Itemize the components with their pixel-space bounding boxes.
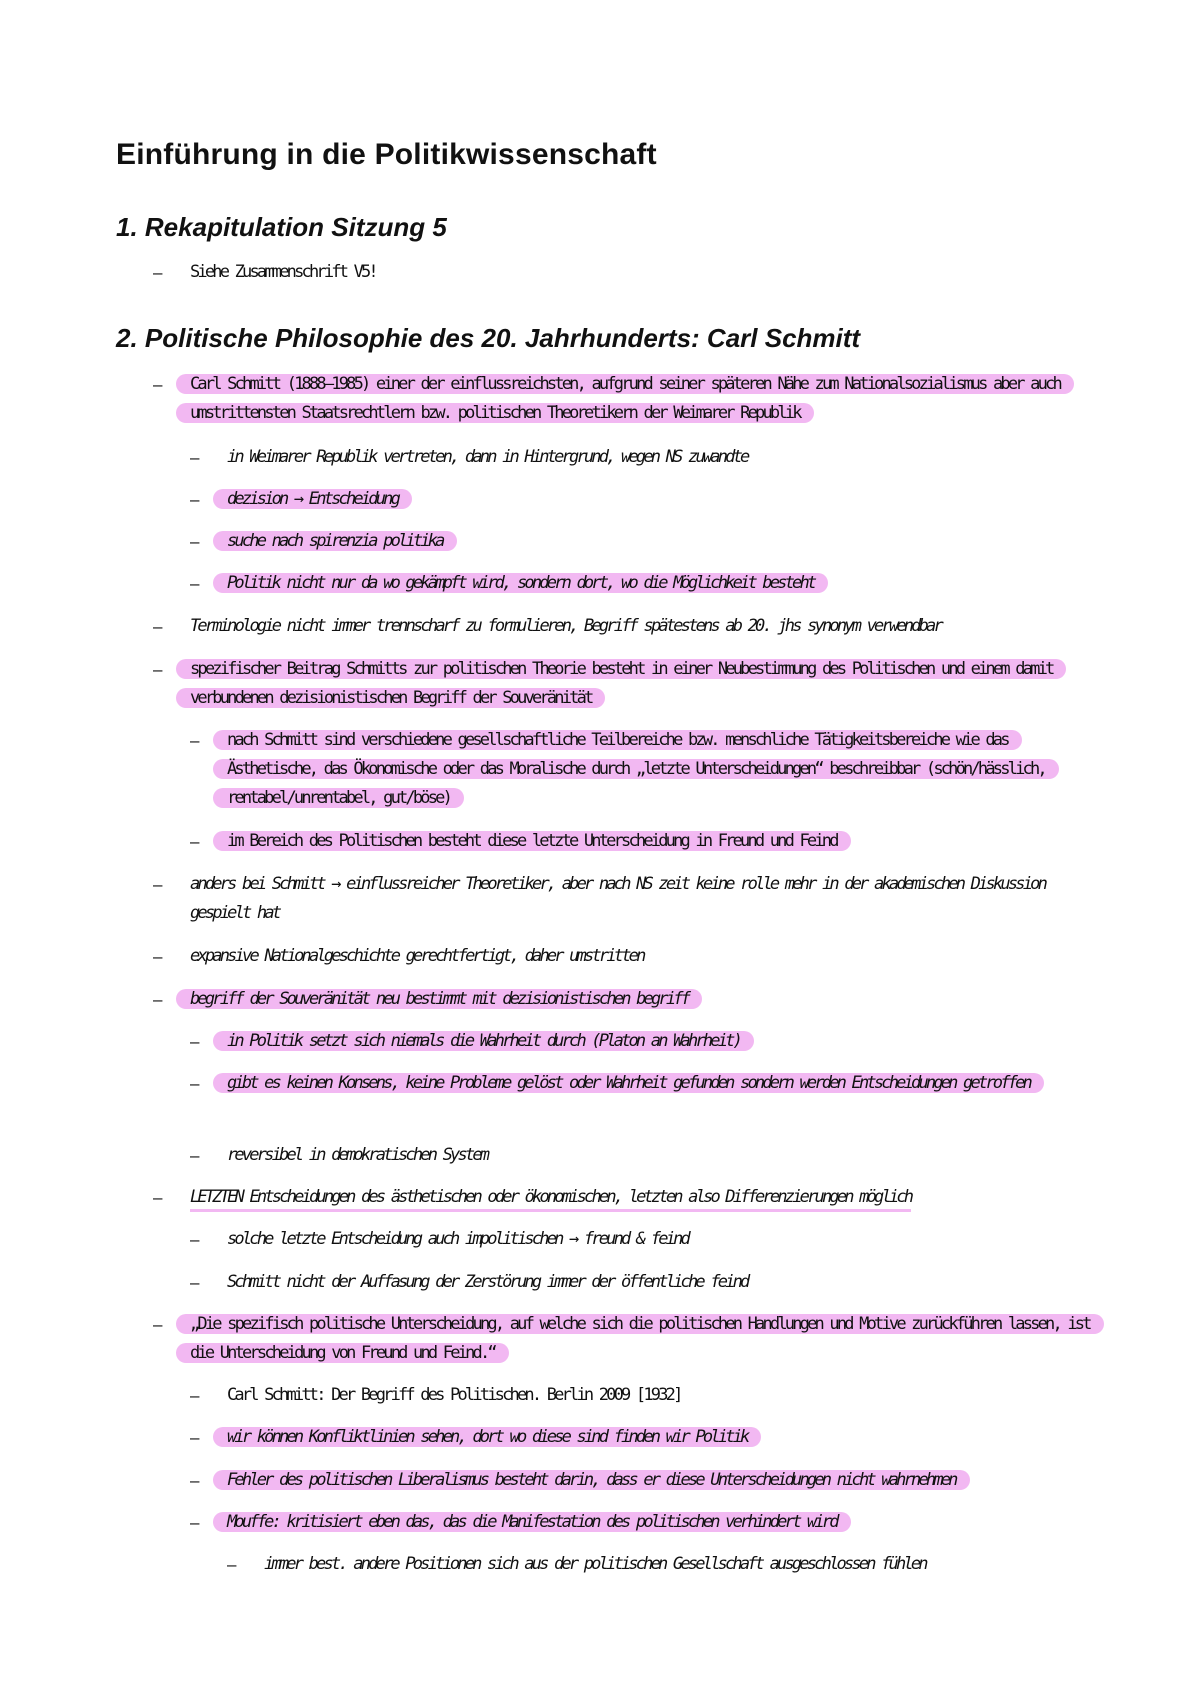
document-title: Einführung in die Politikwissenschaft xyxy=(116,138,657,171)
bullet-dash: – xyxy=(153,1188,163,1207)
highlight: begriff der Souveränität neu bestimmt mit dezisionistischen begriff xyxy=(176,989,702,1009)
list-item: Siehe Zusammenschrift V5! xyxy=(190,262,376,282)
bullet-dash: – xyxy=(190,1032,200,1051)
bullet-dash: – xyxy=(190,731,200,750)
bullet-dash: – xyxy=(190,832,200,851)
list-item xyxy=(190,1310,1100,1368)
highlight: in Politik setzt sich niemals die Wahrheit durch (Platon an Wahrheit) xyxy=(213,1031,754,1051)
highlight: „Die spezifisch politische Unterscheidung, auf welche sich die politischen Handlungen und Motive zurückführen lassen, ist die Unterscheidung von Freund und Feind.“ xyxy=(176,1314,1104,1363)
list-item xyxy=(190,655,1070,713)
highlight: gibt es keinen Konsens, keine Probleme gelöst oder Wahrheit gefunden sondern werden Entscheidungen getroffen xyxy=(213,1073,1044,1093)
underline-highlight: LETZTEN Entscheidungen des ästhetischen oder ökonomischen, letzten also Differenzierungen möglich xyxy=(190,1187,911,1212)
list-item xyxy=(227,527,457,556)
list-item: Schmitt nicht der Auffasung der Zerstörung immer der öffentliche feind xyxy=(227,1272,748,1292)
bullet-dash: – xyxy=(190,1146,200,1165)
bullet-dash: – xyxy=(227,1555,237,1574)
highlight: suche nach spirenzia politika xyxy=(213,531,457,551)
bullet-dash: – xyxy=(190,448,200,467)
highlight: spezifischer Beitrag Schmitts zur politischen Theorie besteht in einer Neubestimmung des Politischen und einem damit verbundenen dezisionistischen Begriff der Souveränität xyxy=(176,659,1066,708)
list-item xyxy=(227,1466,970,1495)
list-item xyxy=(190,1183,911,1212)
list-item xyxy=(227,1508,851,1537)
bullet-dash: – xyxy=(153,263,163,282)
list-item: Carl Schmitt: Der Begriff des Politischen. Berlin 2009 [1932] xyxy=(227,1385,681,1405)
list-item xyxy=(227,1423,761,1452)
highlight: wir können Konfliktlinien sehen, dort wo diese sind finden wir Politik xyxy=(213,1427,761,1447)
list-item xyxy=(190,370,1110,428)
list-item xyxy=(227,1069,1087,1098)
bullet-dash: – xyxy=(190,1428,200,1447)
bullet-dash: – xyxy=(190,532,200,551)
list-item: anders bei Schmitt → einflussreicher Theoretiker, aber nach NS zeit keine rolle mehr in der akademischen Diskussion gespielt hat xyxy=(190,874,1046,923)
bullet-dash: – xyxy=(190,1074,200,1093)
bullet-dash: – xyxy=(190,490,200,509)
bullet-dash: – xyxy=(153,875,163,894)
bullet-dash: – xyxy=(190,1471,200,1490)
list-item: solche letzte Entscheidung auch impolitischen → freund & feind xyxy=(227,1229,688,1249)
highlight: Carl Schmitt (1888–1985) einer der einflussreichsten, aufgrund seiner späteren Nähe zum Nationalsozialismus aber auch umstrittensten Staatsrechtlern bzw. politischen Theoretikern der Weimarer Republik xyxy=(176,374,1074,423)
list-item: immer best. andere Positionen sich aus der politischen Gesellschaft ausgeschlossen fühlen xyxy=(264,1554,926,1574)
highlight: nach Schmitt sind verschiedene gesellschaftliche Teilbereiche bzw. menschliche Tätigkeitsbereiche wie das Ästhetische, das Ökonomische oder das Moralische durch „letzte Unterscheidungen“ beschreibbar (schön/hässlich, rentabel/unrentabel, gut/böse) xyxy=(213,730,1059,808)
section-heading-2: 2. Politische Philosophie des 20. Jahrhunderts: Carl Schmitt xyxy=(116,323,861,353)
highlight: Mouffe: kritisiert eben das, das die Manifestation des politischen verhindert wird xyxy=(213,1512,851,1532)
list-item: Terminologie nicht immer trennscharf zu formulieren, Begriff spätestens ab 20. jhs synonym verwendbar xyxy=(190,616,941,636)
bullet-dash: – xyxy=(153,947,163,966)
bullet-dash: – xyxy=(190,1513,200,1532)
list-item: in Weimarer Republik vertreten, dann in Hintergrund, wegen NS zuwandte xyxy=(227,447,748,467)
highlight: Fehler des politischen Liberalismus besteht darin, dass er diese Unterscheidungen nicht wahrnehmen xyxy=(213,1470,970,1490)
bullet-dash: – xyxy=(190,574,200,593)
list-item: reversibel in demokratischen System xyxy=(227,1145,488,1165)
highlight: im Bereich des Politischen besteht diese letzte Unterscheidung in Freund und Feind xyxy=(213,831,851,851)
list-item xyxy=(227,569,828,598)
section-heading-1: 1. Rekapitulation Sitzung 5 xyxy=(116,212,447,242)
list-item xyxy=(227,485,412,514)
list-item xyxy=(227,726,1087,813)
bullet-dash: – xyxy=(153,660,163,679)
list-item xyxy=(190,985,702,1014)
list-item xyxy=(227,1027,754,1056)
bullet-dash: – xyxy=(153,990,163,1009)
bullet-dash: – xyxy=(190,1273,200,1292)
bullet-dash: – xyxy=(153,617,163,636)
bullet-dash: – xyxy=(190,1386,200,1405)
highlight: Politik nicht nur da wo gekämpft wird, sondern dort, wo die Möglichkeit besteht xyxy=(213,573,828,593)
bullet-dash: – xyxy=(190,1230,200,1249)
highlight: dezision → Entscheidung xyxy=(213,489,412,509)
bullet-dash: – xyxy=(153,375,163,394)
list-item xyxy=(227,827,851,856)
list-item: expansive Nationalgeschichte gerechtfertigt, daher umstritten xyxy=(190,946,644,966)
bullet-dash: – xyxy=(153,1315,163,1334)
